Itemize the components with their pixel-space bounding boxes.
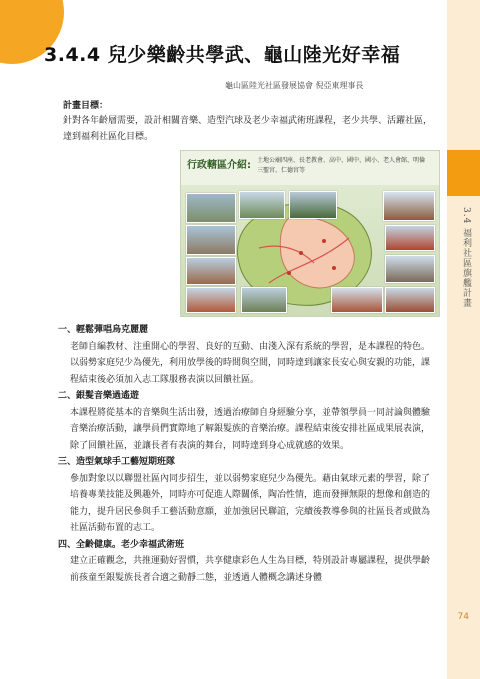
sidebar-chapter-label: 3.4 福利社區旗艦計畫: [461, 207, 471, 309]
photo-thumbnail: [385, 255, 435, 283]
photo-thumbnail: [239, 191, 285, 219]
section-body: 老師自編教材、注重開心的學習、良好的互動、由淺入深有系統的學習，是本課程的特色。以弱勢家庭兒少為優先，利用放學後的時間與空間，同時達到讓家長安心與安親的功能，課程結束後必須加入志工隊服務表演以回饋社區。: [70, 341, 431, 385]
photo-thumbnail: [289, 191, 337, 219]
photo-thumbnail: [331, 287, 383, 313]
program-sections: [58, 322, 438, 586]
photo-thumbnail: [385, 225, 435, 251]
photo-thumbnail: [186, 193, 236, 223]
page-number: 74: [457, 612, 469, 622]
figure-title: 行政轄區介紹:: [187, 160, 251, 171]
section-heading: 四、全齡健康。老少幸福武術班: [58, 539, 185, 550]
page-title: 3.4.4 兒少樂齡共學武、龜山陸光好幸福: [44, 44, 401, 66]
photo-thumbnail: [241, 287, 287, 313]
photo-thumbnail: [186, 257, 236, 285]
section-heading: 一、輕鬆彈唱烏克麗麗: [58, 325, 149, 335]
sidebar-band: [447, 0, 480, 679]
section-body: 參加對象以以聯盟社區內同步招生，並以弱勢家庭兒少為優先。藉由氣球元素的學習，除了培養專業技能及興趣外，同時亦可促進人際關係，陶冶性情，進而發揮無限的想像和創造的能力，提升居民參與手工藝活動意願，並加強居民聯誼，完續後教導參與的社區長者或做為社區活動布置的志工。: [70, 473, 431, 533]
photo-thumbnail: [186, 287, 236, 313]
section-body: 本課程將從基本的音樂與生活出發，透過治療師自身經驗分享，並帶領學員一同討論與體驗音樂治療活動，讓學員們實際地了解銀髮族的音樂治療。課程結束後安排社區成果展表演，除了回饋社區，並讓長者有表演的舞台，同時達到身心成就感的效果。: [70, 407, 431, 451]
figure-subtitle: 土地公廟四座、長老教會、高中、國中、國小、老人會館、明倫三聖宮、仁德宮等: [257, 157, 426, 174]
goal-label: 計畫目標：: [63, 101, 109, 111]
section-body: 建立正確觀念，共推運動好習慣，共享健康彩色人生為目標，特別設計專屬課程，提供學齡前孩童至銀髮族長者合適之動靜二態，並透過人體概念講述身體: [70, 556, 431, 583]
photo-thumbnail: [186, 225, 236, 255]
photo-thumbnail: [385, 287, 435, 313]
goal-text: 針對各年齡層需要，設計相關音樂、造型汽球及老少幸福武術班課程，老少共學、活躍社區，達到福利社區化目標。: [63, 116, 433, 142]
sidebar-tab: [447, 150, 480, 196]
author-line: 龜山區陸光社區發展協會 倪亞東理事長: [225, 81, 364, 90]
section-heading: 二、銀髮音樂過遙遊: [58, 391, 140, 401]
photo-thumbnail: [383, 191, 435, 221]
district-figure: [180, 150, 440, 317]
section-heading: 三、造型氣球手工藝短期班隊: [58, 457, 176, 467]
